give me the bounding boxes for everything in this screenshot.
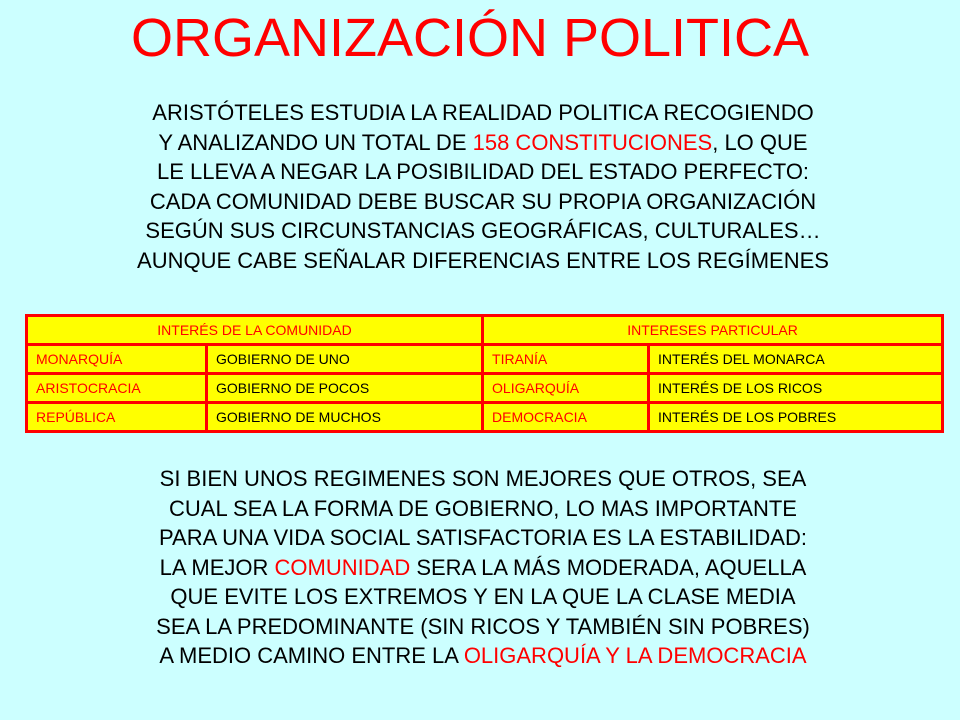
regimes-table [25,314,944,433]
conclusion-line [40,553,926,583]
conclusion-text: SERA LA MÁS MODERADA, AQUELLA [410,554,807,580]
intro-line: CADA COMUNIDAD DEBE BUSCAR SU PROPIA ORGANIZACIÓN [149,188,817,214]
intro-line: AUNQUE CABE SEÑALAR DIFERENCIAS ENTRE LOS REGÍMENES [137,247,829,273]
intro-line [40,128,926,158]
intro-text: , LO QUE [712,129,808,155]
conclusion-text: LA MEJOR [159,554,275,580]
conclusion-text: A MEDIO CAMINO ENTRE LA [159,643,464,668]
table-row [27,345,943,374]
table-header-row [27,316,943,345]
table-row [27,374,943,403]
regime-good: MONARQUÍA [27,345,207,374]
regime-corrupt: DEMOCRACIA [483,403,649,432]
conclusion-line [40,641,926,671]
page-title: ORGANIZACIÓN POLITICA [130,8,810,68]
regime-interest: INTERÉS DEL MONARCA [649,345,943,374]
conclusion-line: CUAL SEA LA FORMA DE GOBIERNO, LO MAS IMPORTANTE [169,495,797,521]
header-particular-interest: INTERESES PARTICULAR [483,316,943,345]
regime-good: ARISTOCRACIA [27,374,207,403]
regime-corrupt: OLIGARQUÍA [483,374,649,403]
regime-good: REPÚBLICA [27,403,207,432]
regime-description: GOBIERNO DE MUCHOS [207,403,483,432]
intro-line: ARISTÓTELES ESTUDIA LA REALIDAD POLITICA RECOGIENDO [152,100,814,125]
conclusion-line: SEA LA PREDOMINANTE (SIN RICOS Y TAMBIÉN SIN POBRES) [156,613,810,639]
regime-description: GOBIERNO DE UNO [207,345,483,374]
intro-text: Y ANALIZANDO UN TOTAL DE [158,129,473,155]
conclusion-line: SI BIEN UNOS REGIMENES SON MEJORES QUE OTROS, SEA [159,466,807,491]
regime-description: GOBIERNO DE POCOS [207,374,483,403]
intro-line: LE LLEVA A NEGAR LA POSIBILIDAD DEL ESTADO PERFECTO: [156,159,810,184]
header-community-interest: INTERÉS DE LA COMUNIDAD [27,316,483,345]
highlight-constitutions: 158 CONSTITUCIONES [472,129,713,155]
conclusion-paragraph [40,464,926,671]
regime-corrupt: TIRANÍA [483,345,649,374]
conclusion-line: PARA UNA VIDA SOCIAL SATISFACTORIA ES LA ESTABILIDAD: [158,525,807,550]
intro-line: SEGÚN SUS CIRCUNSTANCIAS GEOGRÁFICAS, CULTURALES… [145,218,821,243]
table-row [27,403,943,432]
intro-paragraph [40,98,926,275]
regime-interest: INTERÉS DE LOS POBRES [649,403,943,432]
highlight-oligarchy-democracy: OLIGARQUÍA Y LA DEMOCRACIA [463,643,807,668]
highlight-community: COMUNIDAD [274,554,411,580]
regime-interest: INTERÉS DE LOS RICOS [649,374,943,403]
conclusion-line: QUE EVITE LOS EXTREMOS Y EN LA QUE LA CLASE MEDIA [170,584,796,609]
